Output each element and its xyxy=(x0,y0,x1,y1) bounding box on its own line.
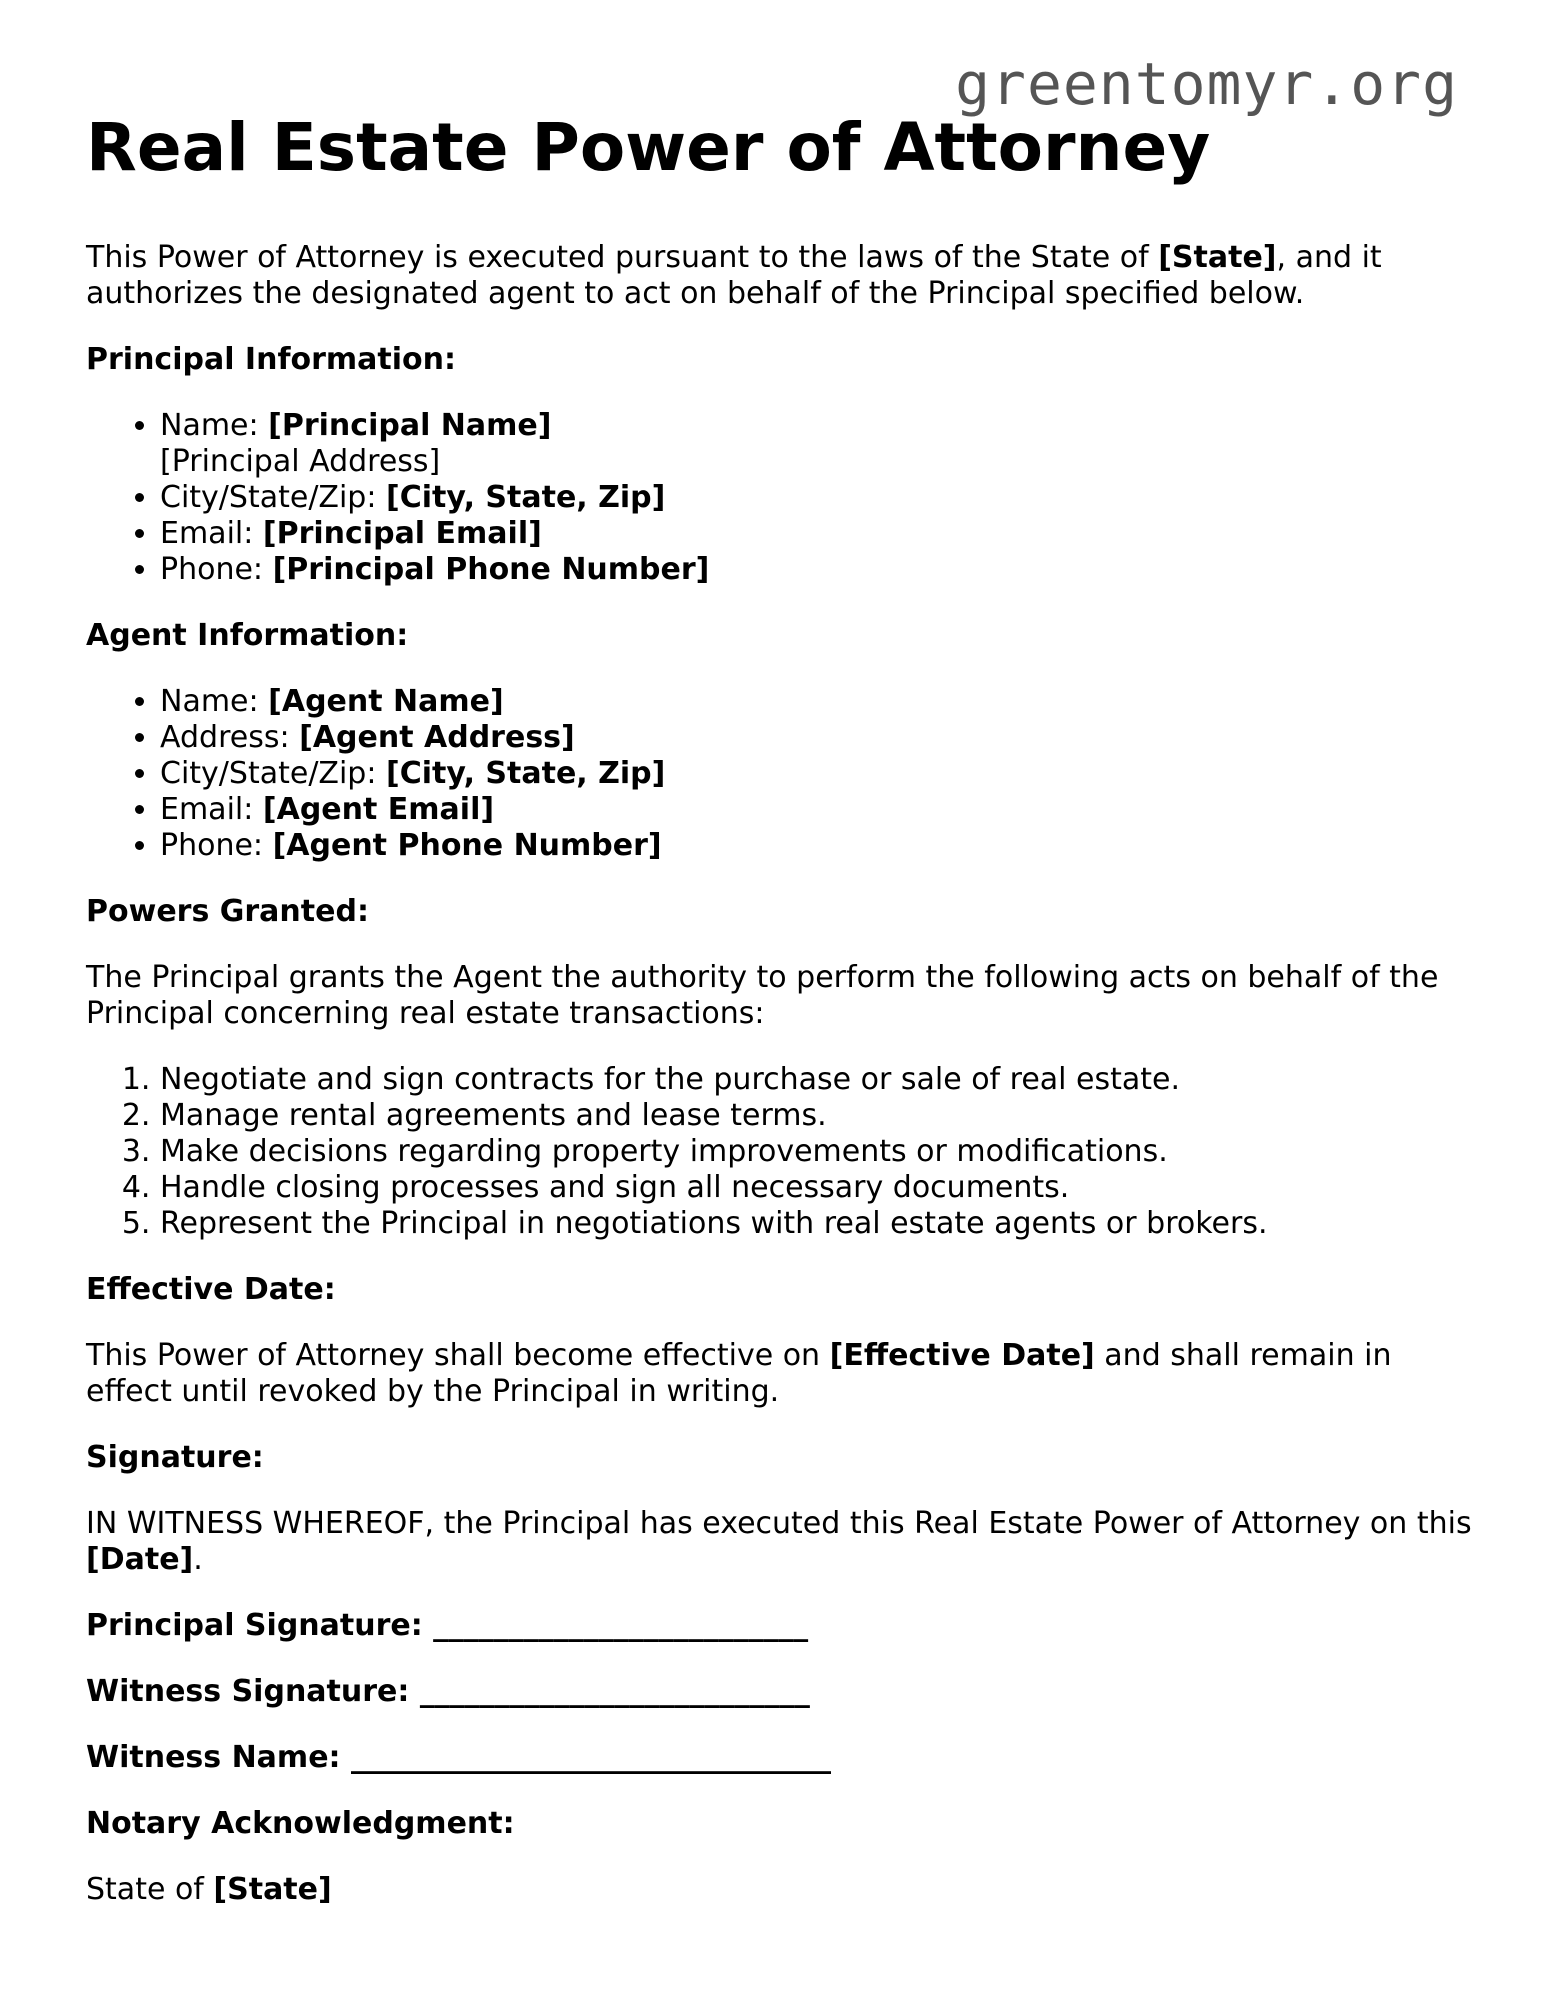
agent-phone-value: [Agent Phone Number] xyxy=(272,828,662,863)
watermark: greentomyr.org xyxy=(955,50,1458,118)
principal-list xyxy=(86,408,1486,588)
agent-city-value: [City, State, Zip] xyxy=(386,756,666,791)
intro-text-2: , and it authorizes the designated agent to act on behalf of the Principal specified below. xyxy=(86,240,1382,311)
agent-name-value: [Agent Name] xyxy=(268,684,504,719)
agent-phone-label: Phone: xyxy=(160,828,273,863)
witness-text-1: IN WITNESS WHEREOF, the Principal has executed this Real Estate Power of Attorney on this xyxy=(86,1506,1472,1541)
agent-phone-item xyxy=(160,828,1486,864)
document-page xyxy=(86,104,1486,1938)
principal-heading: Principal Information: xyxy=(86,342,457,377)
effective-date-value: [Effective Date] xyxy=(829,1338,1095,1373)
agent-email-value: [Agent Email] xyxy=(262,792,495,827)
agent-email-label: Email: xyxy=(160,792,263,827)
witness-name-line: Witness Name: ________________________________ xyxy=(86,1740,831,1775)
powers-intro: The Principal grants the Agent the authority to perform the following acts on behalf of the Principal concerning real estate transactions: xyxy=(86,960,1439,1031)
effective-paragraph xyxy=(86,1338,1486,1410)
power-item: 3. Make decisions regarding property improvements or modifications. xyxy=(160,1134,1486,1170)
agent-address-label: Address: xyxy=(160,720,300,755)
notary-state xyxy=(86,1872,1486,1908)
effective-text-1: This Power of Attorney shall become effective on xyxy=(86,1338,830,1373)
agent-email-item xyxy=(160,792,1486,828)
agent-address-item xyxy=(160,720,1486,756)
signature-date-value: [Date] xyxy=(86,1542,194,1577)
intro-state: [State] xyxy=(1158,240,1277,275)
power-item: 2. Manage rental agreements and lease terms. xyxy=(160,1098,1486,1134)
principal-signature-line: Principal Signature: _________________________ xyxy=(86,1608,809,1643)
agent-heading: Agent Information: xyxy=(86,618,409,653)
power-item: 5. Represent the Principal in negotiations with real estate agents or brokers. xyxy=(160,1206,1486,1242)
principal-name-item xyxy=(160,408,1486,480)
document-title: Real Estate Power of Attorney xyxy=(86,109,1211,186)
agent-name-label: Name: xyxy=(160,684,269,719)
effective-text-2: and shall remain in effect until revoked by the Principal in writing. xyxy=(86,1338,1392,1409)
principal-email-value: [Principal Email] xyxy=(262,516,542,551)
agent-list xyxy=(86,684,1486,864)
principal-phone-label: Phone: xyxy=(160,552,273,587)
powers-list xyxy=(86,1062,1486,1242)
witness-paragraph xyxy=(86,1506,1486,1578)
principal-name-value: [Principal Name] xyxy=(268,408,552,443)
agent-address-value: [Agent Address] xyxy=(299,720,575,755)
notary-heading: Notary Acknowledgment: xyxy=(86,1806,515,1841)
powers-heading: Powers Granted: xyxy=(86,894,369,929)
principal-email-label: Email: xyxy=(160,516,263,551)
agent-name-item xyxy=(160,684,1486,720)
principal-city-label: City/State/Zip: xyxy=(160,480,386,515)
witness-signature-line: Witness Signature: __________________________ xyxy=(86,1674,810,1709)
principal-city-value: [City, State, Zip] xyxy=(386,480,666,515)
witness-text-2: . xyxy=(193,1542,203,1577)
principal-phone-item xyxy=(160,552,1486,588)
intro-paragraph xyxy=(86,240,1486,312)
power-item: 4. Handle closing processes and sign all necessary documents. xyxy=(160,1170,1486,1206)
agent-city-item xyxy=(160,756,1486,792)
notary-state-value: [State] xyxy=(213,1872,332,1907)
notary-state-label: State of xyxy=(86,1872,214,1907)
agent-city-label: City/State/Zip: xyxy=(160,756,386,791)
principal-phone-value: [Principal Phone Number] xyxy=(272,552,710,587)
power-item: 1. Negotiate and sign contracts for the purchase or sale of real estate. xyxy=(160,1062,1486,1098)
signature-heading: Signature: xyxy=(86,1440,264,1475)
principal-address-value: [Principal Address] xyxy=(160,444,441,479)
principal-city-item xyxy=(160,480,1486,516)
principal-name-label: Name: xyxy=(160,408,269,443)
effective-heading: Effective Date: xyxy=(86,1272,336,1307)
principal-email-item xyxy=(160,516,1486,552)
intro-text-1: This Power of Attorney is executed pursuant to the laws of the State of xyxy=(86,240,1159,275)
